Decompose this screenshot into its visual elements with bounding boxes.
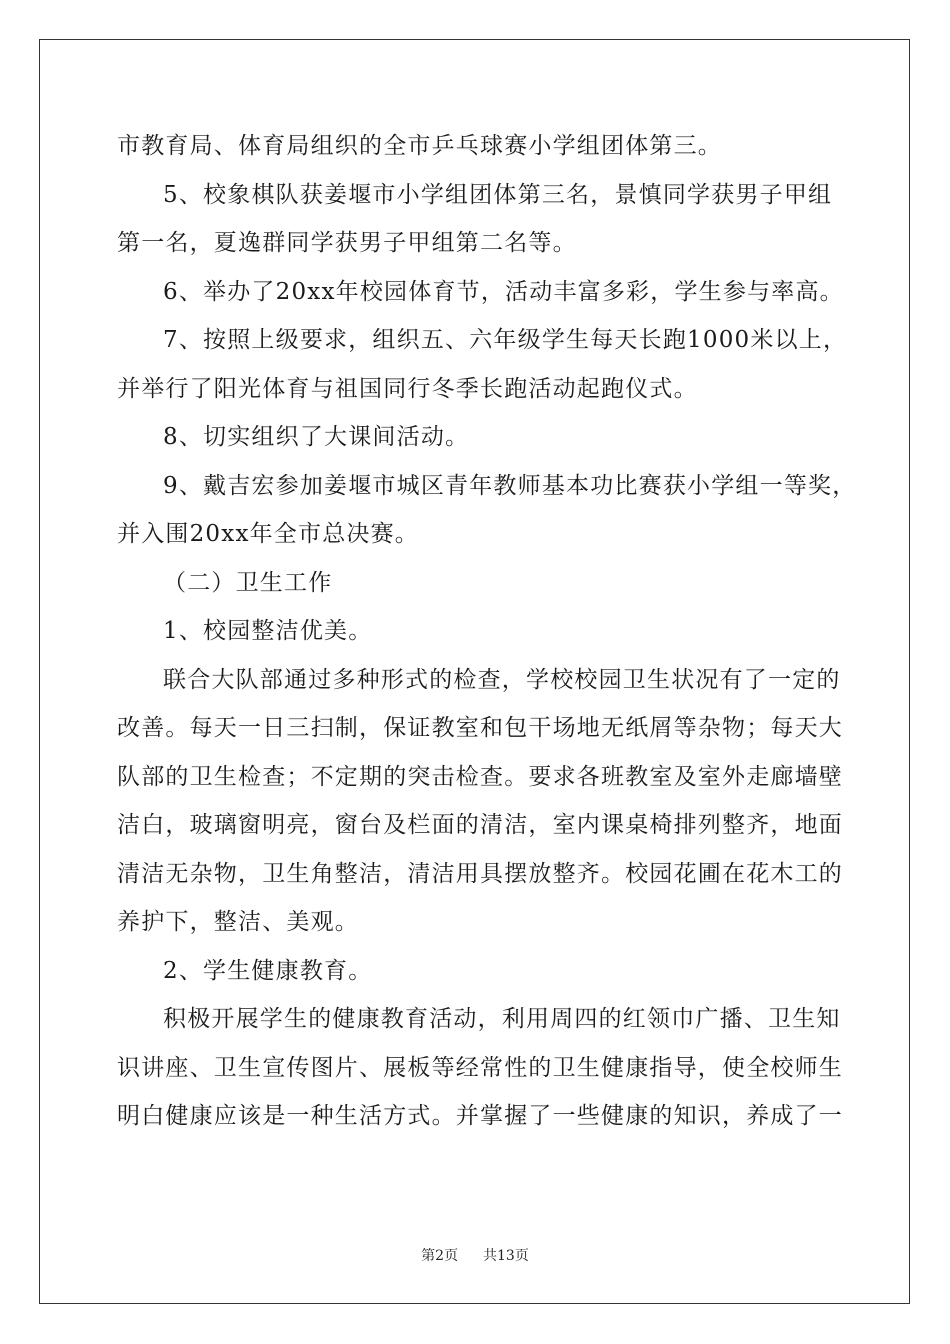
text-line: 5、校象棋队获姜堰市小学组团体第三名，景慎同学获男子甲组 [163,181,833,208]
subsection-heading: 1、校园整洁优美。 [163,618,373,644]
text-line: 清洁无杂物，卫生角整洁，清洁用具摆放整齐。校园花圃在花木工的 [117,860,843,887]
text-line: 第一名，夏逸群同学获男子甲组第二名等。 [117,230,577,256]
document-body [117,122,857,1141]
text-line: 8、切实组织了大课间活动。 [163,424,470,450]
text-line: 并入围20xx年全市总决赛。 [117,521,420,547]
section-heading: （二）卫生工作 [163,569,333,596]
text-line: 队部的卫生检查；不定期的突击检查。要求各班教室及室外走廊墙壁 [117,763,843,790]
text-line: 识讲座、卫生宣传图片、展板等经常性的卫生健康指导，使全校师生 [117,1054,843,1081]
text-line: 养护下，整洁、美观。 [117,909,359,935]
text-line: 7、按照上级要求，组织五、六年级学生每天长跑1000米以上， [163,327,848,353]
text-line: 市教育局、体育局组织的全市乒乓球赛小学组团体第三。 [117,133,722,159]
text-line: 积极开展学生的健康教育活动，利用周四的红领巾广播、卫生知 [163,1006,841,1032]
text-line: 明白健康应该是一种生活方式。并掌握了一些健康的知识，养成了一 [117,1103,843,1129]
text-line: 并举行了阳光体育与祖国同行冬季长跑活动起跑仪式。 [117,375,698,402]
page-total: 共13页 [483,1248,529,1264]
text-line: 9、戴吉宏参加姜堰市城区青年教师基本功比赛获小学组一等奖， [163,472,857,499]
text-line: 6、举办了20xx年校园体育节，活动丰富多彩，学生参与率高。 [163,278,844,305]
page-footer [0,1245,950,1265]
text-line: 改善。每天一日三扫制，保证教室和包干场地无纸屑等杂物；每天大 [117,715,843,741]
page-number: 第2页 [421,1248,459,1264]
subsection-heading: 2、学生健康教育。 [163,957,373,984]
text-line: 联合大队部通过多种形式的检查，学校校园卫生状况有了一定的 [163,666,841,693]
text-line: 洁白，玻璃窗明亮，窗台及栏面的清洁，室内课桌椅排列整齐，地面 [117,812,843,838]
